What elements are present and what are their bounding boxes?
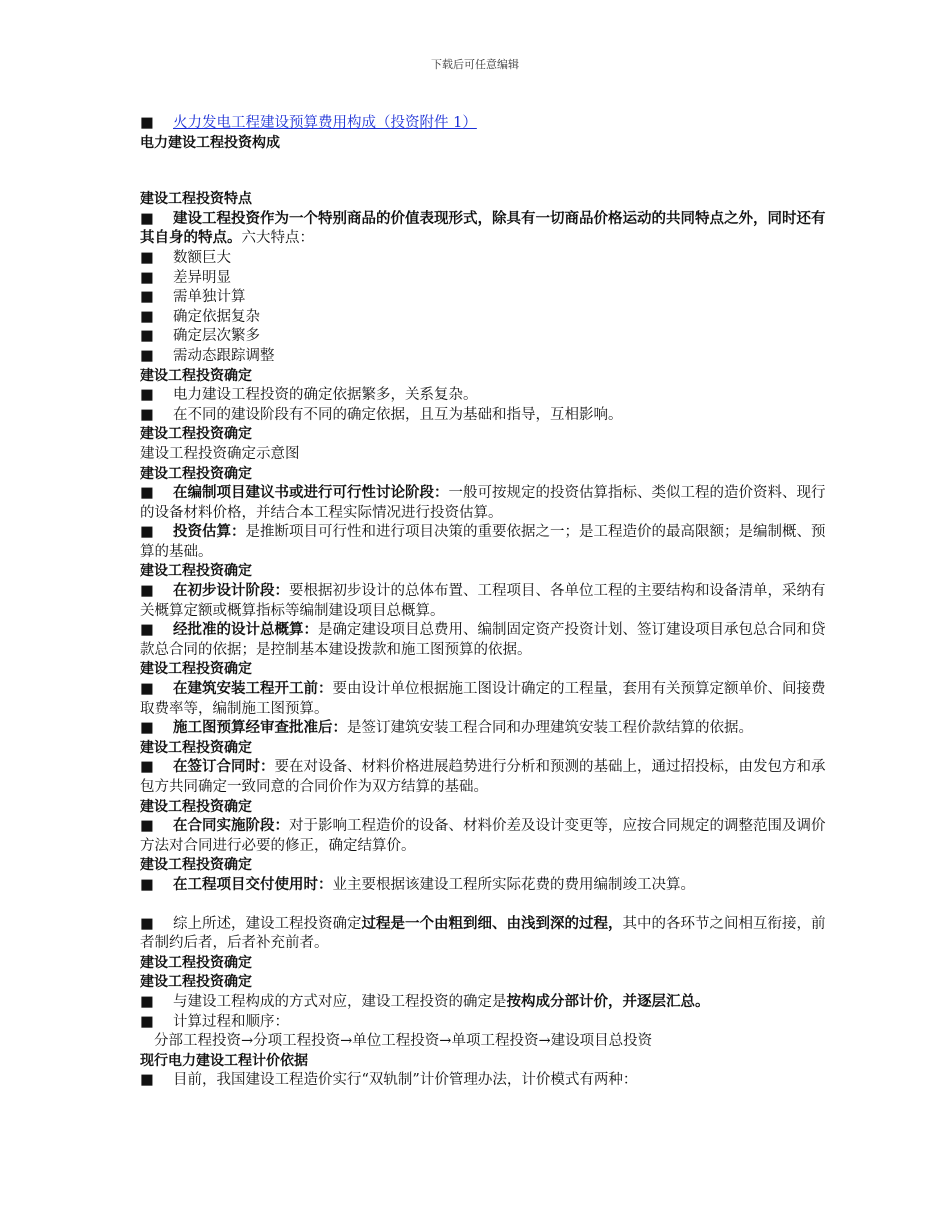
section-heading-confirm: 建设工程投资确定 [140, 465, 252, 482]
paragraph: ■ 目前，我国建设工程造价实行“双轨制”计价管理办法，计价模式有两种： [140, 1071, 830, 1091]
paragraph: ■ 投资估算：是推断项目可行性和进行项目决策的重要依据之一；是工程造价的最高限额；是编制概、预算的基础。 [140, 524, 826, 560]
feature-item: ■ 确定依据复杂 [140, 308, 830, 328]
page-header: 下载后可任意编辑 [431, 58, 519, 71]
section-heading-confirm: 建设工程投资确定 [140, 563, 252, 580]
bullet-icon: ■ [140, 524, 154, 541]
bullet-icon: ■ [140, 622, 154, 639]
subtitle: 电力建设工程投资构成 [140, 134, 280, 151]
feature-item: ■ 需动态跟踪调整 [140, 347, 830, 367]
feature-item: ■ 确定层次繁多 [140, 327, 830, 347]
bullet-icon: ■ [140, 876, 154, 893]
paragraph: ■ 在工程项目交付使用时：业主要根据该建设工程所实际花费的费用编制竣工决算。 [140, 876, 830, 896]
bullet-icon: ■ [140, 249, 154, 266]
paragraph: ■ 在签订合同时：要在对设备、材料价格进展趋势进行分析和预测的基础上，通过招投标，由发包方和承包方共同确定一致同意的合同价作为双方结算的基础。 [140, 759, 826, 795]
paragraph: ■ 与建设工程构成的方式对应，建设工程投资的确定是按构成分部计价，并逐层汇总。 [140, 993, 830, 1013]
bullet-icon: ■ [140, 328, 154, 345]
bullet-icon: ■ [140, 1013, 154, 1030]
bullet-icon: ■ [140, 915, 154, 932]
bullet-icon: ■ [140, 759, 154, 776]
bullet-icon: ■ [140, 583, 154, 600]
paragraph: ■ 施工图预算经审查批准后：是签订建筑安装工程合同和办理建筑安装工程价款结算的依据。 [140, 719, 830, 739]
bullet-icon: ■ [140, 818, 154, 835]
section-heading-confirm: 建设工程投资确定 [140, 367, 252, 384]
feature-item: ■ 需单独计算 [140, 288, 830, 308]
section-heading-confirm: 建设工程投资确定 [140, 739, 252, 756]
bullet-icon: ■ [140, 289, 154, 306]
section-heading-confirm: 建设工程投资确定 [140, 798, 252, 815]
bullet-icon: ■ [140, 993, 154, 1010]
calculation-flow: 分部工程投资→分项工程投资→单位工程投资→单项工程投资→建设项目总投资 [154, 1033, 653, 1050]
feature-item: ■ 数额巨大 [140, 249, 830, 269]
paragraph: ■ 经批准的设计总概算：是确定建设项目总费用、编制固定资产投资计划、签订建设项目承包总合同和贷款总合同的依据；是控制基本建设拨款和施工图预算的依据。 [140, 622, 826, 658]
bullet-icon: ■ [140, 1072, 154, 1089]
section-heading-confirm: 建设工程投资确定 [140, 954, 252, 971]
bullet-icon: ■ [140, 115, 154, 131]
section-heading-basis: 现行电力建设工程计价依据 [140, 1052, 308, 1069]
list-item: ■ 在不同的建设阶段有不同的确定依据，且互为基础和指导，互相影响。 [140, 406, 830, 426]
document-body [140, 114, 830, 1091]
bullet-icon: ■ [140, 406, 154, 423]
bullet-icon: ■ [140, 681, 154, 698]
bullet-icon: ■ [140, 387, 154, 404]
bullet-icon: ■ [140, 347, 154, 364]
section-heading-confirm: 建设工程投资确定 [140, 661, 252, 678]
bullet-icon: ■ [140, 210, 154, 227]
bullet-icon: ■ [140, 485, 154, 502]
title-link[interactable]: 火力发电工程建设预算费用构成（投资附件 1） [173, 115, 477, 131]
section-heading-features: 建设工程投资特点 [140, 191, 252, 208]
section-heading-confirm: 建设工程投资确定 [140, 426, 252, 443]
summary-paragraph: ■ 综上所述，建设工程投资确定过程是一个由粗到细、由浅到深的过程，其中的各环节之间相互衔接，前者制约后者，后者补充前者。 [140, 915, 826, 952]
bullet-icon: ■ [140, 308, 154, 325]
features-intro: ■ 建设工程投资作为一个特别商品的价值表现形式，除具有一切商品价格运动的共同特点之外，同时还有其自身的特点。六大特点： [140, 210, 826, 247]
section-heading-confirm: 建设工程投资确定 [140, 974, 252, 991]
bullet-icon: ■ [140, 269, 154, 286]
paragraph: ■ 计算过程和顺序： [140, 1013, 830, 1033]
diagram-caption: 建设工程投资确定示意图 [140, 445, 300, 462]
feature-item: ■ 差异明显 [140, 269, 830, 289]
list-item: ■ 电力建设工程投资的确定依据繁多，关系复杂。 [140, 386, 830, 406]
paragraph: ■ 在建筑安装工程开工前：要由设计单位根据施工图设计确定的工程量，套用有关预算定额单价、间接费取费率等，编制施工图预算。 [140, 681, 826, 717]
paragraph: ■ 在初步设计阶段：要根据初步设计的总体布置、工程项目、各单位工程的主要结构和设备清单，采纳有关概算定额或概算指标等编制建设项目总概算。 [140, 583, 826, 619]
bullet-icon: ■ [140, 720, 154, 737]
paragraph: ■ 在合同实施阶段：对于影响工程造价的设备、材料价差及设计变更等，应按合同规定的调整范围及调价方法对合同进行必要的修正，确定结算价。 [140, 818, 826, 854]
paragraph: ■ 在编制项目建议书或进行可行性讨论阶段：一般可按规定的投资估算指标、类似工程的造价资料、现行的设备材料价格，并结合本工程实际情况进行投资估算。 [140, 485, 826, 521]
section-heading-confirm: 建设工程投资确定 [140, 857, 252, 874]
title-line [140, 114, 830, 134]
